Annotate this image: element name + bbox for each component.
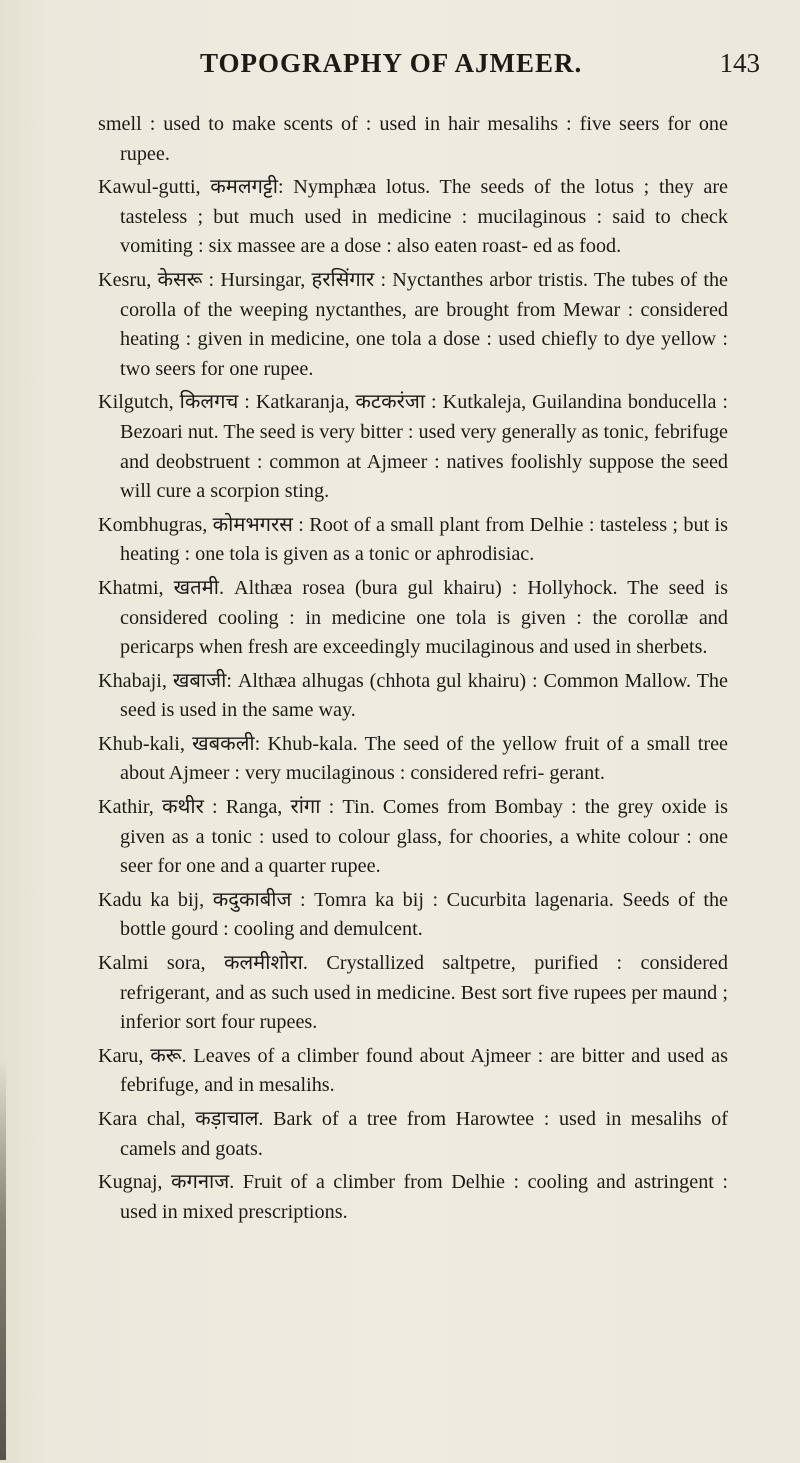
entry-kawul-gutti: Kawul-gutti, कमलगट्टी: Nymphæa lotus. The seeds of the lotus ; they are tasteless ; but much used in medicine : mucilaginous : said to check vomiting : six massee are a dose : also eaten roast- ed as food. (98, 176, 728, 258)
page-header (200, 48, 760, 88)
running-title: TOPOGRAPHY OF AJMEER. (200, 48, 583, 78)
entry-kilgutch: Kilgutch, किलगच : Katkaranja, कटकरंजा : Kutkaleja, Guilandina bonducella : Bezoari nut. The seed is very bitter : used very generally as tonic, febrifuge and deobstruent : common at Ajmeer : natives foolishly suppose the seed will cure a scorpion sting. (98, 391, 728, 503)
entry-khub-kali: Khub-kali, खबकली: Khub-kala. The seed of the yellow fruit of a small tree about Ajmeer : very mucilaginous : considered refri- gerant. (98, 732, 728, 785)
entry-kesru: Kesru, केसरू : Hursingar, हरसिंगार : Nyctanthes arbor tristis. The tubes of the corolla of the weeping nyctanthes, are brought from Mewar : considered heating : given in medicine, one tola a dose : used chiefly to dye yellow : two seers for one rupee. (98, 268, 728, 380)
entry-kombhugras: Kombhugras, कोमभगरस : Root of a small plant from Delhie : tasteless ; but is heating : one tola is given as a tonic or aphrodisiac. (98, 513, 728, 566)
page-body (98, 110, 728, 1231)
entry-kadu-ka-bij: Kadu ka bij, कदुकाबीज : Tomra ka bij : Cucurbita lagenaria. Seeds of the bottle gourd : cooling and demulcent. (98, 888, 728, 941)
entry-kalmi-sora: Kalmi sora, कलमीशोरा. Crystallized saltpetre, purified : considered refrigerant, and as such used in medicine. Best sort five rupees per maund ; inferior sort four rupees. (98, 952, 728, 1034)
entry-kugnaj: Kugnaj, कगनाज. Fruit of a climber from Delhie : cooling and astringent : used in mixed prescriptions. (98, 1171, 728, 1223)
entry-kara-chal: Kara chal, कड़ाचाल. Bark of a tree from Harowtee : used in mesalihs of camels and goats. (98, 1108, 728, 1160)
entry-kathir: Kathir, कथीर : Ranga, रांगा : Tin. Comes from Bombay : the grey oxide is given as a tonic : used to colour glass, for choories, a white colour : one seer for one and a quarter rupee. (98, 796, 728, 878)
entry-continuation: smell : used to make scents of : used in hair mesalihs : five seers for one rupee. (98, 113, 728, 165)
entry-karu: Karu, करू. Leaves of a climber found about Ajmeer : are bitter and used as febrifuge, and in mesalihs. (98, 1044, 728, 1097)
entry-khatmi: Khatmi, खतमी. Althæa rosea (bura gul khairu) : Hollyhock. The seed is considered cooling : in medicine one tola is given : the corollæ and pericarps when fresh are exceedingly mucilaginous and used in sherbets. (98, 576, 728, 659)
entry-khabaji: Khabaji, खबाजी: Althæa alhugas (chhota gul khairu) : Common Mallow. The seed is used in the same way. (98, 669, 728, 722)
page-gutter-shadow (0, 1060, 6, 1460)
page-number: 143 (719, 48, 760, 78)
